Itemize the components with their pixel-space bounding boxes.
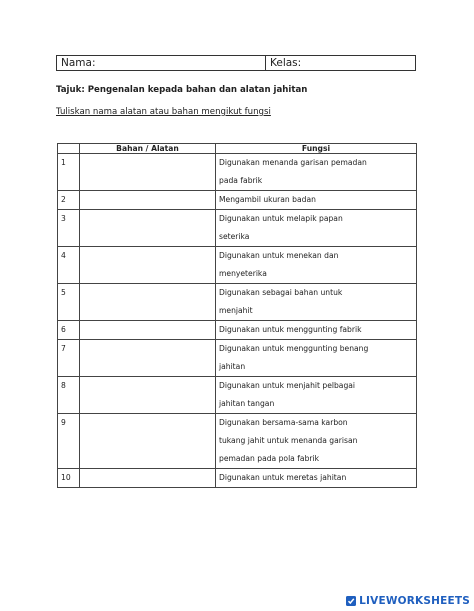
answer-table [57, 143, 417, 488]
column-header-no [58, 144, 80, 154]
table-row [58, 210, 417, 247]
header-table [56, 55, 416, 71]
fungsi-line: Digunakan untuk menggunting benang [219, 344, 369, 353]
row-number: 8 [58, 377, 80, 414]
fungsi-line: tukang jahit untuk menanda garisan [219, 436, 358, 445]
row-number: 1 [58, 154, 80, 191]
table-row [58, 414, 417, 469]
fungsi-cell [216, 340, 417, 377]
worksheet-instruction: Tuliskan nama alatan atau bahan mengikut fungsi [56, 107, 271, 117]
column-header-fungsi: Fungsi [216, 144, 417, 154]
nama-label: Nama: [61, 56, 96, 69]
fungsi-cell [216, 154, 417, 191]
liveworksheets-logo-icon [345, 595, 357, 607]
fungsi-line: Digunakan untuk menggunting fabrik [219, 325, 362, 334]
table-row [58, 469, 417, 488]
answer-cell[interactable] [80, 414, 216, 469]
answer-cell[interactable] [80, 210, 216, 247]
row-number: 6 [58, 321, 80, 340]
table-row [58, 191, 417, 210]
fungsi-line: jahitan [219, 362, 246, 371]
fungsi-line: Digunakan bersama-sama karbon [219, 418, 348, 427]
fungsi-line: pada fabrik [219, 176, 263, 185]
fungsi-cell [216, 377, 417, 414]
answer-cell[interactable] [80, 284, 216, 321]
answer-cell[interactable] [80, 191, 216, 210]
table-row [58, 377, 417, 414]
answer-cell[interactable] [80, 321, 216, 340]
table-body [58, 154, 417, 488]
fungsi-line: Digunakan menanda garisan pemadan [219, 158, 367, 167]
fungsi-cell [216, 284, 417, 321]
table-row [58, 340, 417, 377]
fungsi-cell [216, 321, 417, 340]
fungsi-line: Digunakan sebagai bahan untuk [219, 288, 343, 297]
liveworksheets-brand-text: LIVEWORKSHEETS [359, 595, 470, 607]
answer-cell[interactable] [80, 469, 216, 488]
column-header-bahan: Bahan / Alatan [80, 144, 216, 154]
answer-cell[interactable] [80, 340, 216, 377]
fungsi-line: jahitan tangan [219, 399, 275, 408]
kelas-field[interactable] [266, 56, 416, 71]
table-row [58, 154, 417, 191]
fungsi-line: Digunakan untuk menjahit pelbagai [219, 381, 356, 390]
fungsi-line: menjahit [219, 306, 253, 315]
answer-cell[interactable] [80, 247, 216, 284]
table-row [58, 247, 417, 284]
fungsi-line: Mengambil ukuran badan [219, 195, 316, 204]
fungsi-cell [216, 210, 417, 247]
fungsi-line: Digunakan untuk meretas jahitan [219, 473, 347, 482]
table-header-row [58, 144, 417, 154]
fungsi-line: Digunakan untuk menekan dan [219, 251, 339, 260]
table-row [58, 321, 417, 340]
row-number: 10 [58, 469, 80, 488]
fungsi-line: Digunakan untuk melapik papan [219, 214, 343, 223]
fungsi-cell [216, 469, 417, 488]
row-number: 5 [58, 284, 80, 321]
kelas-label: Kelas: [270, 56, 302, 69]
row-number: 3 [58, 210, 80, 247]
worksheet-title: Tajuk: Pengenalan kepada bahan dan alatan jahitan [56, 85, 308, 95]
fungsi-cell [216, 414, 417, 469]
fungsi-cell [216, 191, 417, 210]
answer-cell[interactable] [80, 377, 216, 414]
fungsi-line: pemadan pada pola fabrik [219, 454, 320, 463]
nama-field[interactable] [57, 56, 266, 71]
row-number: 9 [58, 414, 80, 469]
row-number: 4 [58, 247, 80, 284]
row-number: 7 [58, 340, 80, 377]
fungsi-line: menyeterika [219, 269, 267, 278]
fungsi-line: seterika [219, 232, 250, 241]
fungsi-cell [216, 247, 417, 284]
liveworksheets-logo [345, 595, 470, 607]
table-row [58, 284, 417, 321]
row-number: 2 [58, 191, 80, 210]
answer-cell[interactable] [80, 154, 216, 191]
